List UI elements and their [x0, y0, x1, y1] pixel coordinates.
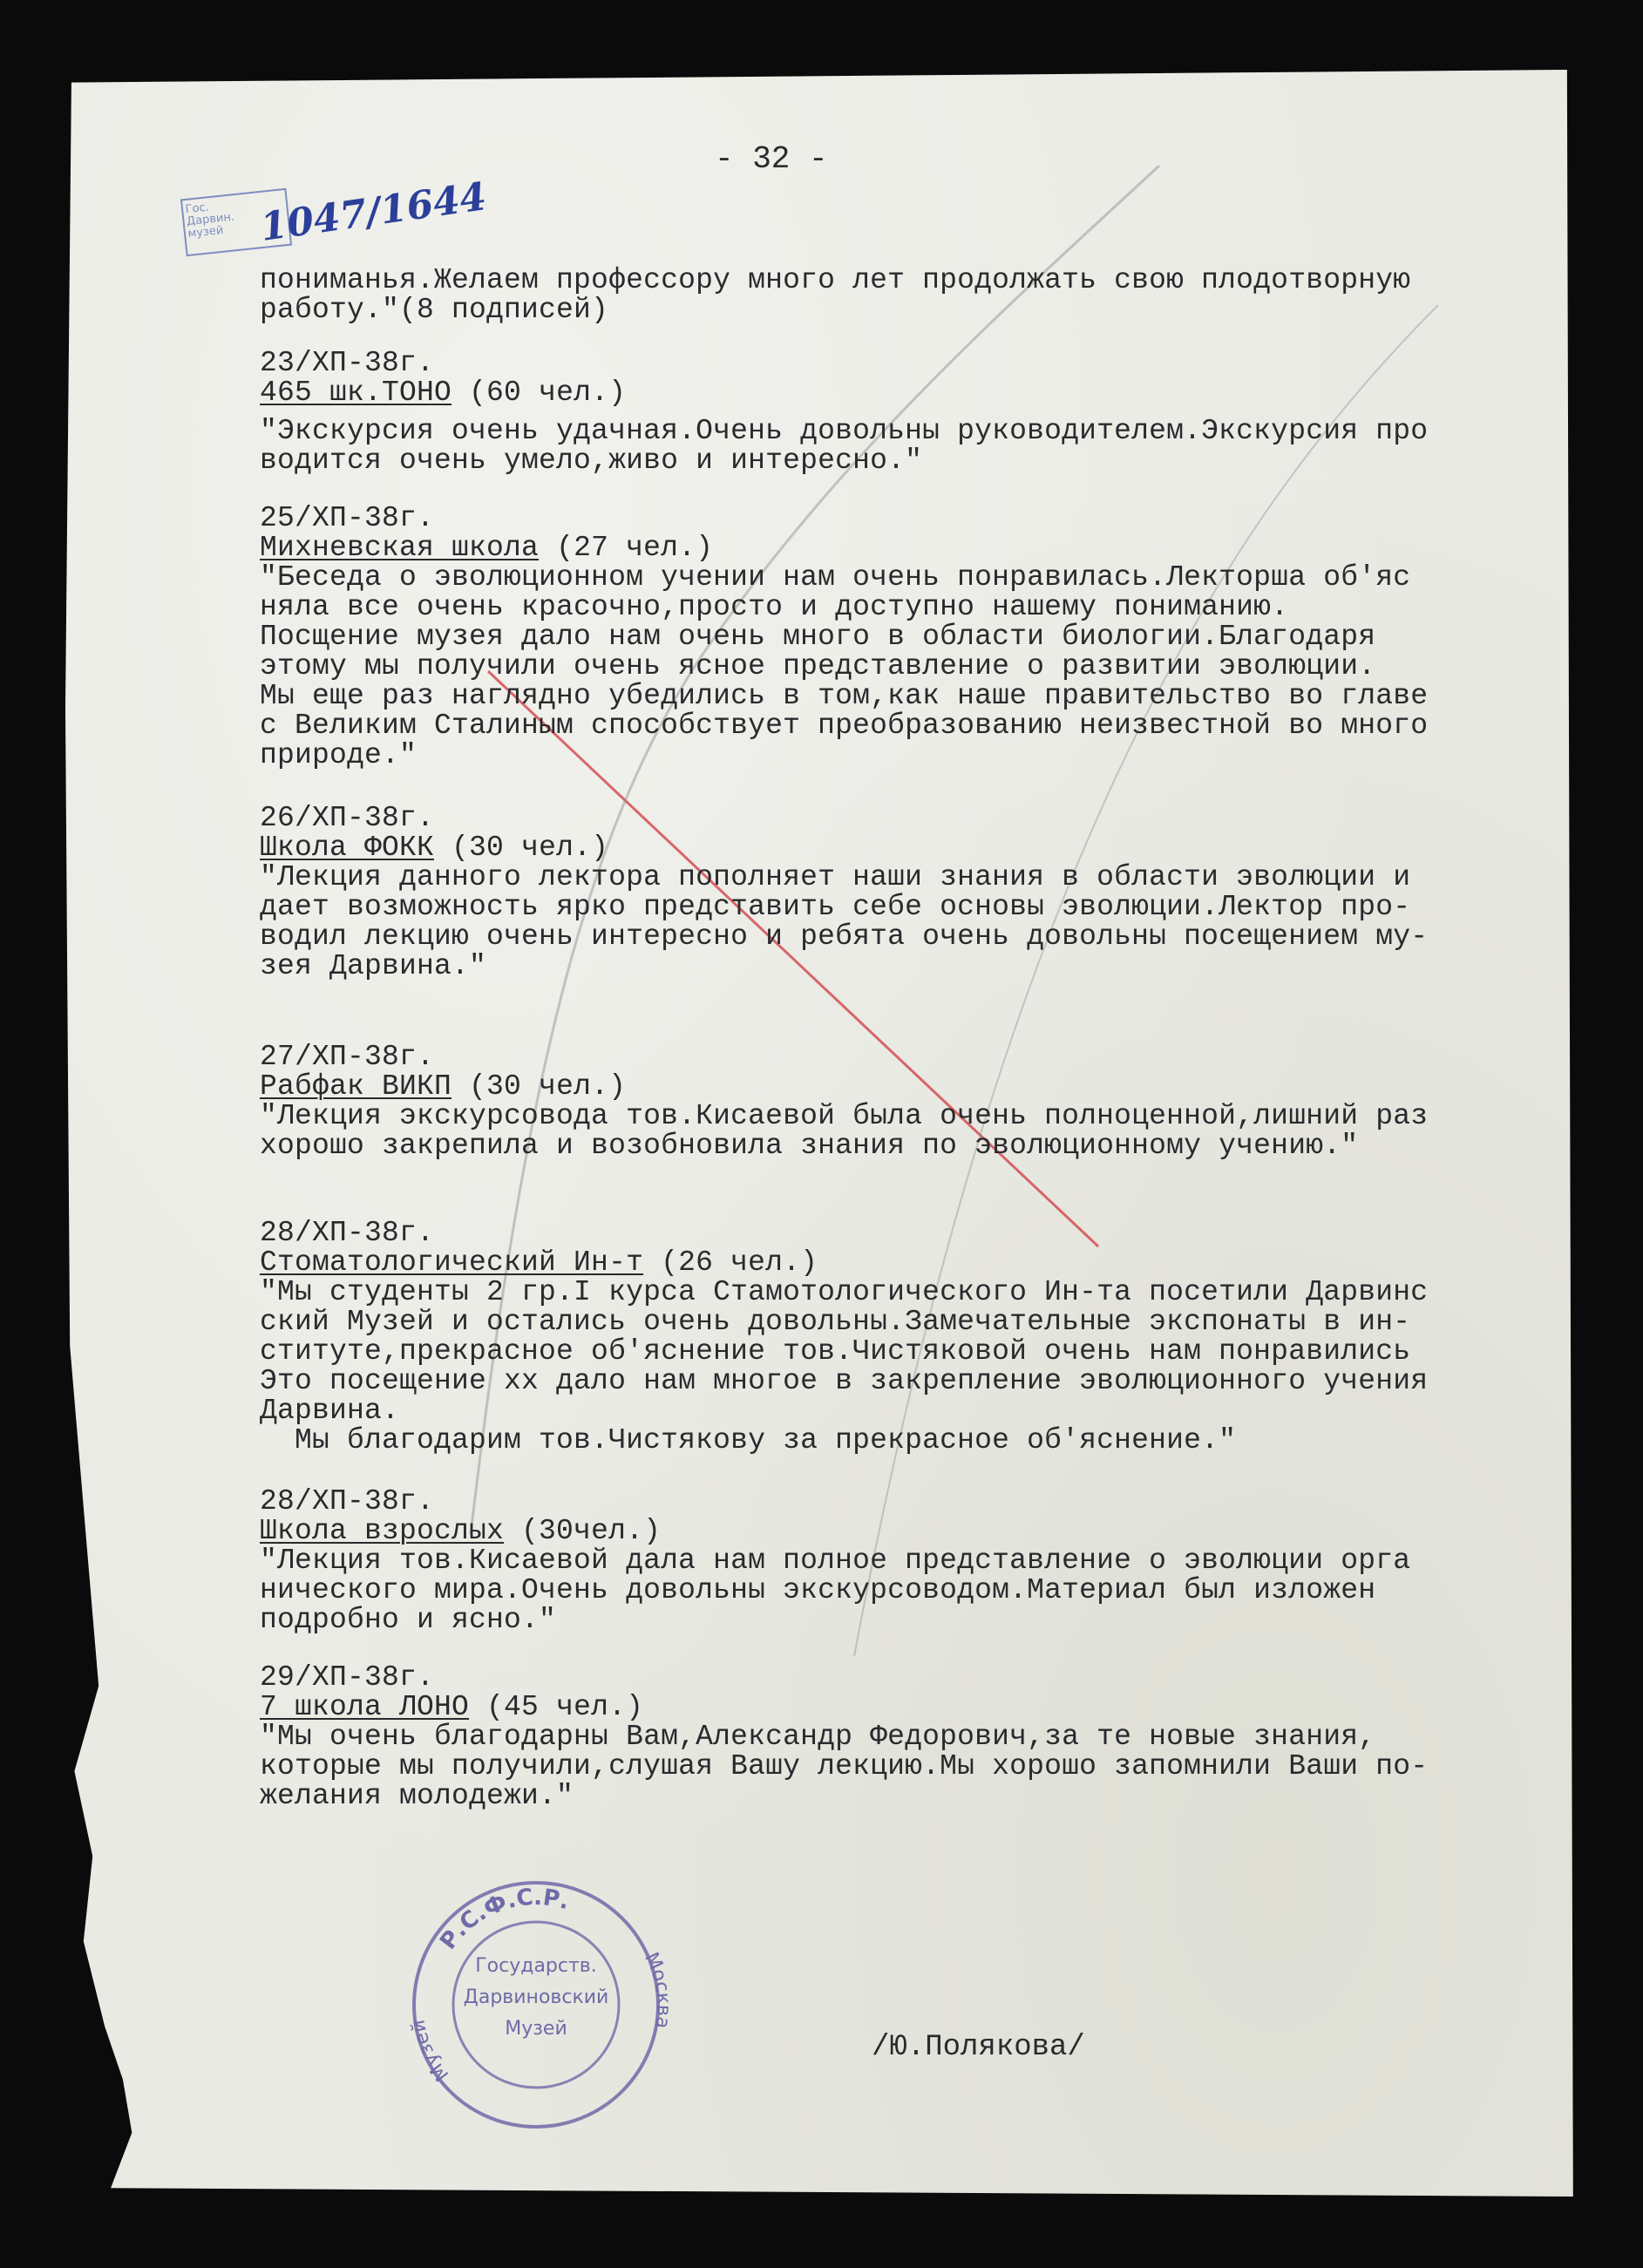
entry-1-date: 23/ХП-38г. — [260, 347, 435, 379]
entry-3-text: "Лекция данного лектора пополняет наши знания в области эволюции и дает возможность ярко представить себе основы эволюции.Лектор про- водил лекцию очень интересно и ребята очень довольны посещением му- зея Дарвина." — [260, 861, 1429, 982]
entry-5-institution: Стоматологический Ин-т — [260, 1246, 644, 1279]
archive-number: 1047/1644 — [257, 174, 490, 250]
signature: /Ю.Полякова/ — [872, 2031, 1085, 2064]
intro-text: пониманья.Желаем профессору много лет продолжать свою плодотворную работу."(8 подписей) — [260, 264, 1411, 326]
entry-5-date: 28/ХП-38г. — [260, 1217, 435, 1249]
entry-1-count: (60 чел.) — [451, 377, 627, 409]
entry-5-count: (26 чел.) — [643, 1246, 818, 1279]
entry-1-institution: 465 шк.ТОНО — [260, 377, 452, 409]
seal-ring-top: Р.С.Ф.С.Р. — [435, 1884, 573, 1955]
entry-6-institution: Школа взрослых — [260, 1515, 505, 1547]
entry-7-date: 29/ХП-38г. — [260, 1661, 435, 1694]
archive-stamp-text: Гос. Дарвин. музей — [184, 200, 235, 241]
entry-2-count: (27 чел.) — [539, 532, 714, 564]
seal-ring-right: Москва — [640, 1949, 675, 2030]
seal-center-2: Дарвиновский — [463, 1986, 609, 2008]
entry-2-date: 25/ХП-38г. — [260, 502, 435, 534]
entry-2-text: "Беседа о эволюционном учении нам очень понравилась.Лекторша об'яс няла все очень красочно,просто и доступно нашему пониманию. Посщение музея дало нам очень много в области биологии.Благодаря этому мы получили очень ясное представление о развитии эволюции. Мы еще раз наглядно убедились в том,как наше правительство во главе с Великим Сталиным способствует преобразованию неизвестной во много природе." — [260, 561, 1429, 771]
entry-2-institution: Михневская школа — [260, 532, 540, 564]
page-number: - 32 - — [715, 141, 828, 177]
entry-4-institution: Рабфак ВИКП — [260, 1070, 452, 1103]
entry-3-institution: Школа ФОКК — [260, 832, 435, 864]
entry-4-count: (30 чел.) — [451, 1070, 627, 1103]
entry-6-date: 28/ХП-38г. — [260, 1485, 435, 1518]
seal-center-3: Музей — [505, 2018, 567, 2040]
entry-4-date: 27/ХП-38г. — [260, 1041, 435, 1073]
entry-6-text: "Лекция тов.Кисаевой дала нам полное представление о эволюции орга нического мира.Очень довольны экскурсоводом.Материал был изложен подробно и ясно." — [260, 1545, 1411, 1636]
entry-3-date: 26/ХП-38г. — [260, 802, 435, 834]
entry-7-text: "Мы очень благодарны Вам,Александр Федорович,за те новые знания, которые мы получили,слушая Вашу лекцию.Мы хорошо запомнили Ваши по- желания молодежи." — [260, 1721, 1429, 1812]
entry-1-text: "Экскурсия очень удачная.Очень довольны руководителем.Экскурсия про водится очень умело,живо и интересно." — [260, 415, 1429, 477]
entry-4-text: "Лекция экскурсовода тов.Кисаевой была очень полноценной,лишний раз хорошо закрепила и возобновила знания по эволюционному учению." — [260, 1100, 1429, 1162]
seal-center-1: Государств. — [475, 1955, 597, 1977]
entry-6-count: (30чел.) — [504, 1515, 662, 1547]
entry-7-institution: 7 школа ЛОНО — [260, 1691, 470, 1723]
entry-3-count: (30 чел.) — [434, 832, 609, 864]
entry-5-text: "Мы студенты 2 гр.I курса Стамотологического Ин-та посетили Дарвинс ский Музей и остались очень довольны.Замечательные экспонаты в ин- ституте,прекрасное об'яснение тов.Чистяковой очень нам понравились Это посещение хх дало нам многое в закрепление эволюционного учения Дарвина. Мы благодарим тов.Чистякову за прекрасное об'яснение." — [260, 1276, 1429, 1457]
entry-7-count: (45 чел.) — [469, 1691, 644, 1723]
seal-ring-left: Музей — [407, 2018, 454, 2086]
